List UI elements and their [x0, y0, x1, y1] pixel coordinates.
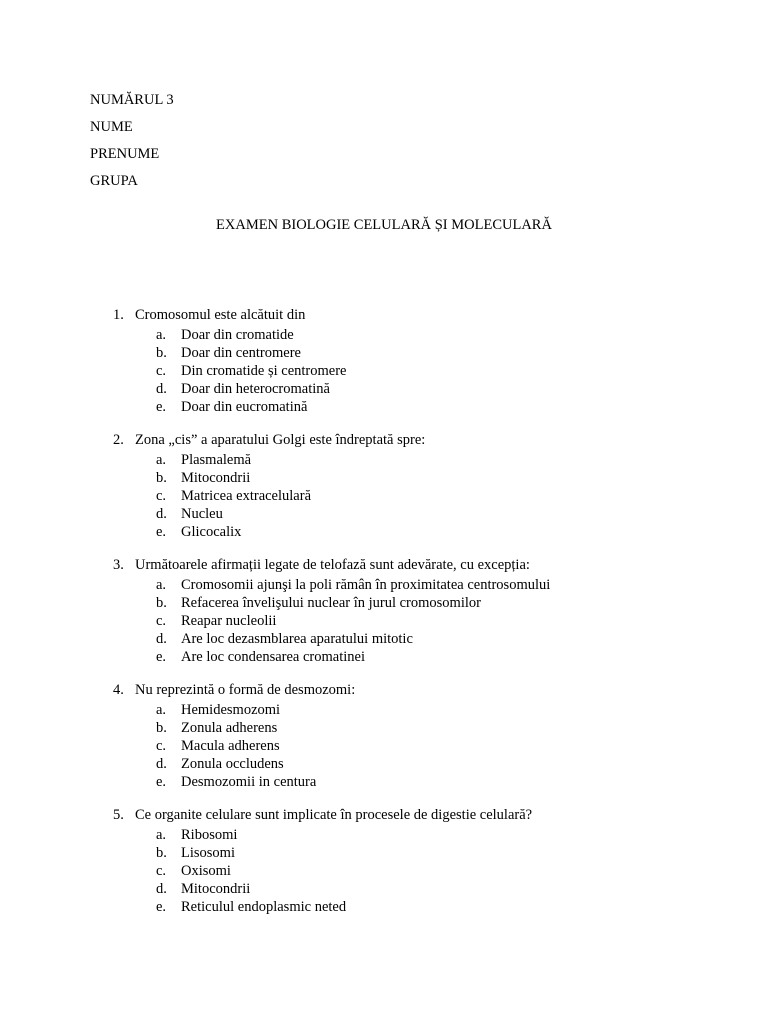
question-item — [0, 306, 768, 431]
option-text: Cromosomii ajunşi la poli rămân în proximitatea centrosomului — [181, 577, 551, 593]
option-text: Doar din centromere — [181, 345, 301, 361]
option-letter: c. — [156, 363, 167, 379]
option-letter: a. — [156, 452, 167, 468]
question-list — [0, 306, 768, 931]
option-letter: d. — [156, 631, 167, 647]
question-number: 4. — [113, 682, 124, 698]
option-text: Are loc condensarea cromatinei — [181, 649, 365, 665]
option-text: Lisosomi — [181, 845, 235, 861]
option-letter: d. — [156, 756, 167, 772]
option-text: Matricea extracelulară — [181, 488, 312, 504]
option-text: Reticulul endoplasmic neted — [181, 899, 347, 915]
question-number: 1. — [113, 307, 124, 323]
question-item — [0, 556, 768, 681]
option-text: Glicocalix — [181, 524, 242, 540]
option-letter: c. — [156, 488, 167, 504]
question-text: Cromosomul este alcătuit din — [135, 307, 306, 323]
question-text: Nu reprezintă o formă de desmozomi: — [135, 682, 356, 698]
option-text: Oxisomi — [181, 863, 231, 879]
option-text: Zonula adherens — [181, 720, 278, 736]
question-number: 3. — [113, 557, 124, 573]
option-letter: c. — [156, 613, 167, 629]
question-text: Următoarele afirmații legate de telofază sunt adevărate, cu excepția: — [135, 557, 530, 573]
option-text: Zonula occludens — [181, 756, 284, 772]
option-text: Din cromatide și centromere — [181, 363, 347, 379]
option-text: Ribosomi — [181, 827, 238, 843]
group-label: GRUPA — [90, 173, 138, 189]
option-text: Doar din heterocromatină — [181, 381, 330, 397]
option-text: Hemidesmozomi — [181, 702, 281, 718]
option-letter: e. — [156, 649, 167, 665]
question-item — [0, 681, 768, 806]
option-letter: e. — [156, 899, 167, 915]
question-number: 5. — [113, 807, 124, 823]
question-item — [0, 806, 768, 931]
option-text: Nucleu — [181, 506, 223, 522]
option-text: Plasmalemă — [181, 452, 252, 468]
option-text: Doar din cromatide — [181, 327, 294, 343]
option-text: Macula adherens — [181, 738, 280, 754]
option-text: Mitocondrii — [181, 881, 251, 897]
option-letter: b. — [156, 595, 167, 611]
question-number: 2. — [113, 432, 124, 448]
option-letter: a. — [156, 827, 167, 843]
option-letter: e. — [156, 774, 167, 790]
option-letter: b. — [156, 720, 167, 736]
option-text: Are loc dezasmblarea aparatului mitotic — [181, 631, 413, 647]
first-name-label: PRENUME — [90, 146, 160, 162]
option-text: Refacerea învelişului nuclear în jurul cromosomilor — [181, 595, 481, 611]
option-letter: b. — [156, 470, 167, 486]
exam-title: EXAMEN BIOLOGIE CELULARĂ ȘI MOLECULARĂ — [216, 217, 552, 233]
exam-number: NUMĂRUL 3 — [90, 92, 174, 108]
option-letter: d. — [156, 506, 167, 522]
option-text: Doar din eucromatină — [181, 399, 308, 415]
option-letter: a. — [156, 702, 167, 718]
option-text: Desmozomii in centura — [181, 774, 317, 790]
option-letter: b. — [156, 845, 167, 861]
question-text: Ce organite celulare sunt implicate în procesele de digestie celulară? — [135, 807, 533, 823]
option-letter: e. — [156, 524, 167, 540]
option-text: Mitocondrii — [181, 470, 251, 486]
option-text: Reapar nucleolii — [181, 613, 277, 629]
option-letter: d. — [156, 381, 167, 397]
option-letter: e. — [156, 399, 167, 415]
option-letter: d. — [156, 881, 167, 897]
name-label: NUME — [90, 119, 133, 135]
option-letter: a. — [156, 577, 167, 593]
option-letter: c. — [156, 863, 167, 879]
option-letter: a. — [156, 327, 167, 343]
option-letter: c. — [156, 738, 167, 754]
question-text: Zona „cis” a aparatului Golgi este îndreptată spre: — [135, 432, 426, 448]
option-letter: b. — [156, 345, 167, 361]
question-item — [0, 431, 768, 556]
